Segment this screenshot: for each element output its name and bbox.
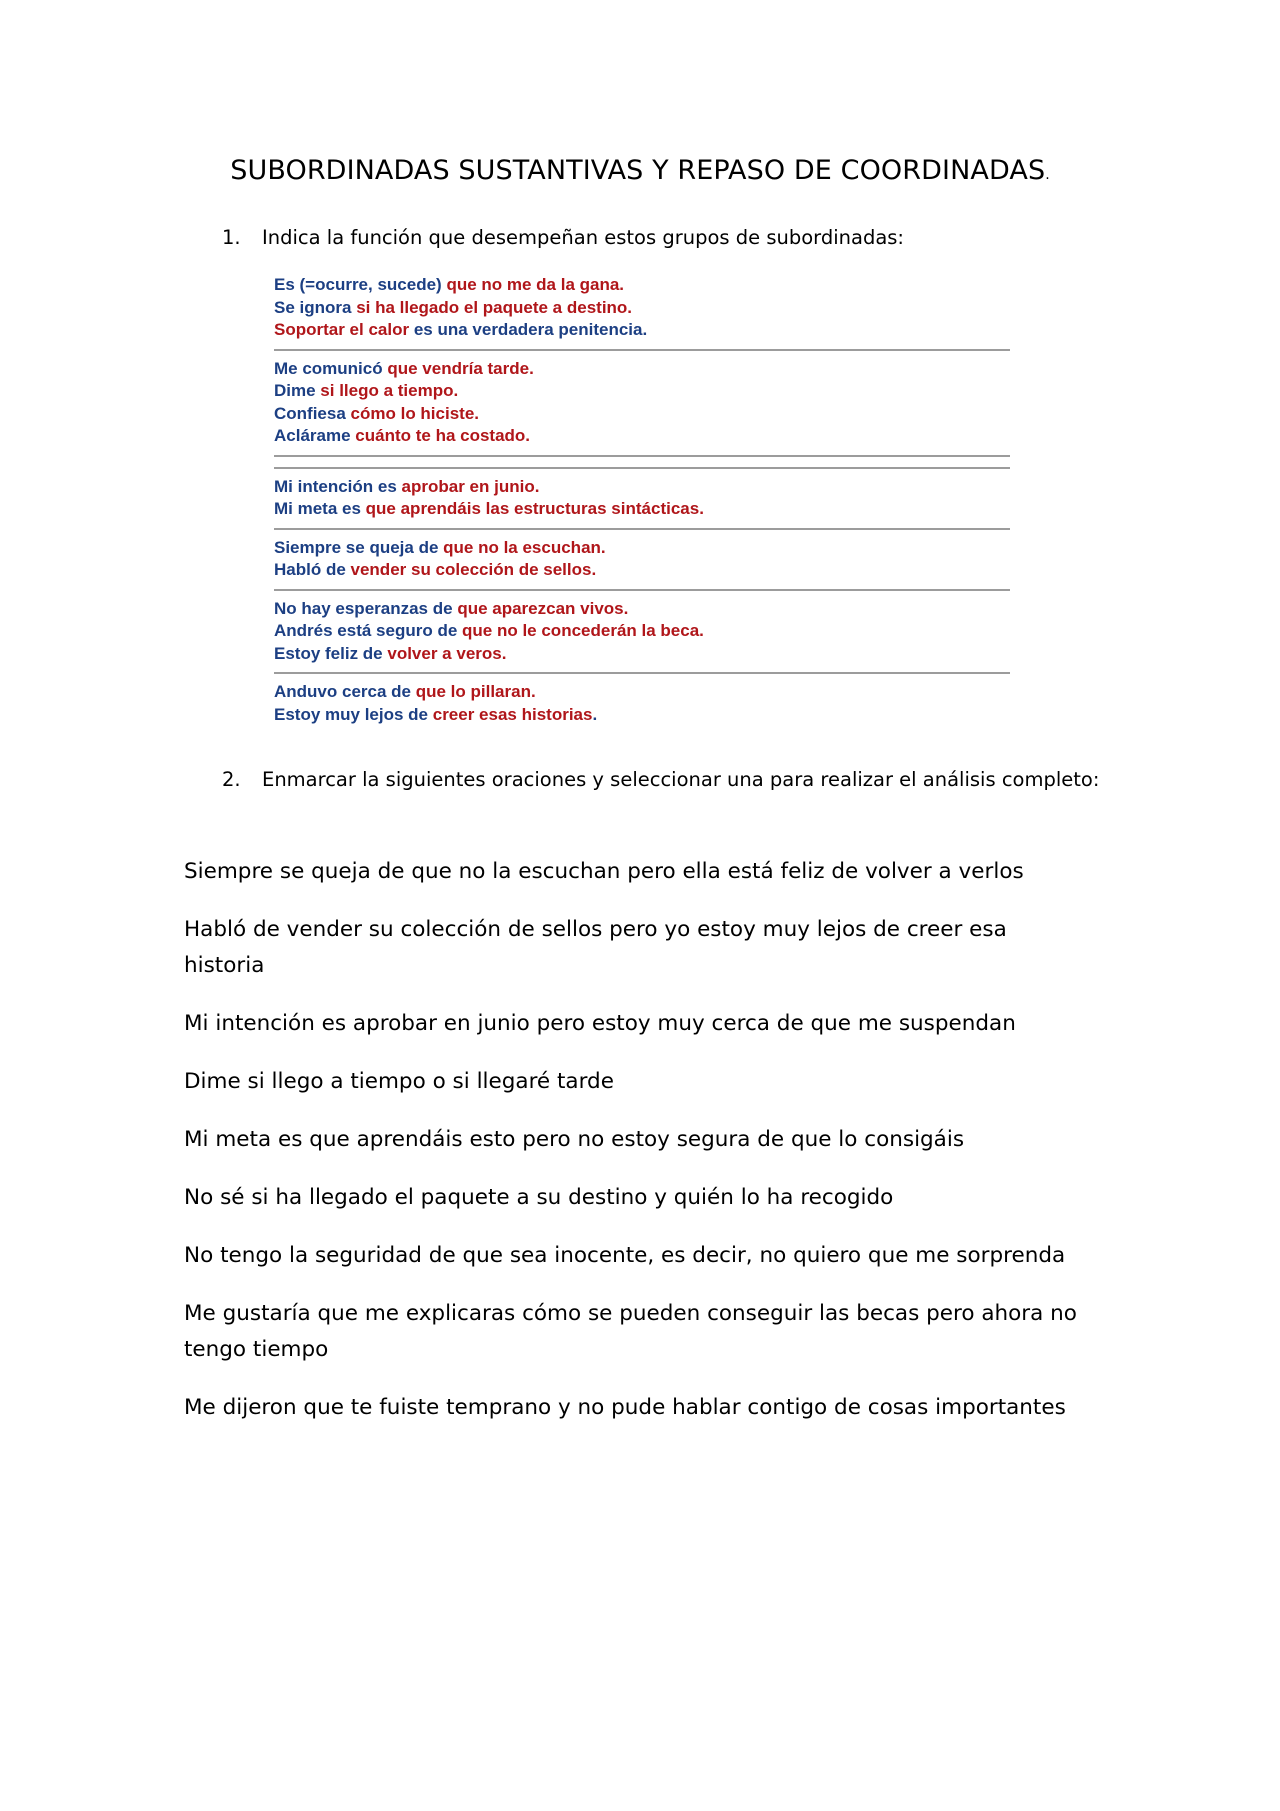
sentence-list — [184, 854, 1084, 1448]
main-clause: Habló de — [274, 560, 351, 579]
subordinate-clause: que vendría tarde. — [387, 358, 534, 378]
question-2 — [222, 768, 1099, 791]
example-line — [274, 498, 1010, 521]
example-group — [274, 476, 1010, 521]
main-clause: Andrés está seguro de — [274, 621, 463, 640]
main-clause: Mi meta es — [274, 499, 366, 518]
main-clause: No hay esperanzas de — [274, 598, 458, 618]
subordinate-clause: volver a veros. — [387, 643, 507, 663]
sentence-item: Habló de vender su colección de sellos pero yo estoy muy lejos de creer esa historia — [184, 917, 1007, 978]
main-clause: Es (=ocurre, sucede) — [274, 275, 447, 294]
main-clause: Estoy feliz de — [274, 643, 388, 663]
group-separator — [274, 528, 1010, 530]
question-1-text: Indica la función que desempeñan estos grupos de subordinadas: — [262, 226, 904, 249]
example-line — [274, 319, 1010, 342]
main-clause: Anduvo cerca de — [274, 682, 416, 701]
subordinate-clause: que no le concederán la beca. — [462, 621, 704, 640]
example-line — [274, 537, 1010, 560]
main-clause: es una verdadera penitencia. — [413, 320, 648, 339]
subordinate-clause: si ha llegado el paquete a destino. — [356, 297, 633, 317]
main-clause: . — [592, 704, 598, 724]
example-line — [274, 704, 1010, 727]
example-group — [274, 274, 1010, 342]
subordinate-clause: cómo lo hiciste. — [350, 403, 480, 423]
example-group — [274, 598, 1010, 666]
main-clause: Mi intención es — [274, 476, 402, 496]
main-clause: Siempre se queja de — [274, 537, 444, 557]
example-line — [274, 643, 1010, 666]
subordinate-clause: que no me da la gana. — [446, 275, 625, 294]
subordinate-clause: vender su colección de sellos. — [350, 560, 597, 579]
subordinate-clause: que aprendáis las estructuras sintácticas. — [365, 499, 704, 518]
example-group — [274, 681, 1010, 726]
example-sentences-block — [274, 274, 1010, 726]
example-line — [274, 681, 1010, 704]
example-line — [274, 380, 1010, 403]
subordinate-clause: Soportar el calor — [274, 320, 414, 339]
group-separator — [274, 349, 1010, 351]
subordinate-clause: cuánto te ha costado. — [355, 426, 531, 445]
example-group — [274, 358, 1010, 448]
sentence-item: Me dijeron que te fuiste temprano y no pude hablar contigo de cosas importantes — [184, 1395, 1066, 1420]
question-2-number: 2. — [222, 768, 241, 791]
example-line — [274, 403, 1010, 426]
main-clause: Se ignora — [274, 297, 357, 317]
example-line — [274, 476, 1010, 499]
main-clause: Confiesa — [274, 403, 351, 423]
sentence-item: No tengo la seguridad de que sea inocente, es decir, no quiero que me sorprenda — [184, 1243, 1066, 1268]
subordinate-clause: que aparezcan vivos. — [457, 598, 629, 618]
sentence-item: Me gustaría que me explicaras cómo se pueden conseguir las becas pero ahora no tengo tiempo — [184, 1301, 1077, 1362]
question-1 — [222, 226, 904, 249]
main-clause: Dime — [274, 381, 321, 400]
example-line — [274, 425, 1010, 448]
main-clause: Estoy muy lejos de — [274, 704, 433, 724]
question-2-text: Enmarcar la siguientes oraciones y seleccionar una para realizar el análisis completo: — [262, 768, 1100, 791]
group-separator — [274, 455, 1010, 469]
main-clause: Me comunicó — [274, 358, 388, 378]
example-line — [274, 559, 1010, 582]
subordinate-clause: que lo pillaran. — [415, 682, 536, 701]
example-group — [274, 537, 1010, 582]
subordinate-clause: aprobar en junio. — [401, 476, 540, 496]
sentence-item: Dime si llego a tiempo o si llegaré tarde — [184, 1069, 614, 1094]
sentence-item: Mi intención es aprobar en junio pero estoy muy cerca de que me suspendan — [184, 1011, 1016, 1036]
example-line — [274, 297, 1010, 320]
title-text: SUBORDINADAS SUSTANTIVAS Y REPASO DE COORDINADAS — [230, 155, 1046, 186]
subordinate-clause: creer esas historias — [432, 704, 593, 724]
example-line — [274, 274, 1010, 297]
group-separator — [274, 672, 1010, 674]
subordinate-clause: si llego a tiempo. — [320, 381, 459, 400]
example-line — [274, 358, 1010, 381]
sentence-item: No sé si ha llegado el paquete a su destino y quién lo ha recogido — [184, 1185, 894, 1210]
example-line — [274, 620, 1010, 643]
group-separator — [274, 589, 1010, 591]
subordinate-clause: que no la escuchan. — [443, 537, 606, 557]
question-1-number: 1. — [222, 226, 241, 249]
page-title — [0, 155, 1280, 186]
main-clause: Aclárame — [274, 426, 356, 445]
sentence-item: Siempre se queja de que no la escuchan pero ella está feliz de volver a verlos — [184, 859, 1024, 884]
sentence-item: Mi meta es que aprendáis esto pero no estoy segura de que lo consigáis — [184, 1127, 965, 1152]
title-period: . — [1045, 167, 1050, 183]
example-line — [274, 598, 1010, 621]
